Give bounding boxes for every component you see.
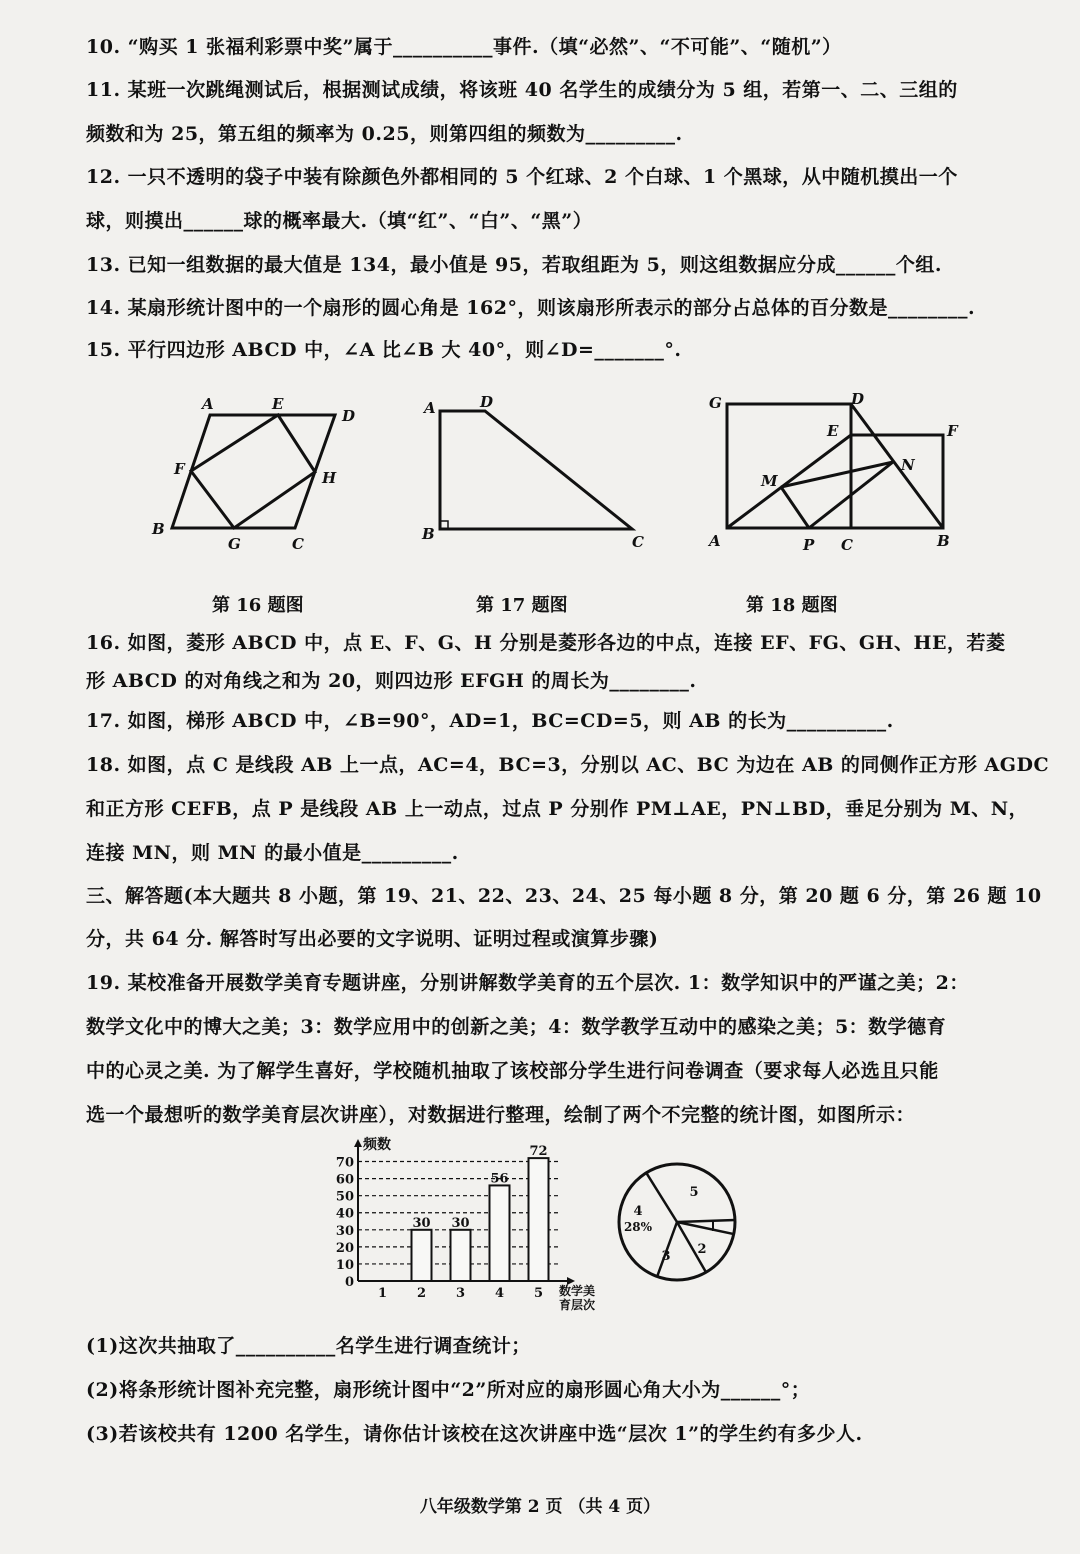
x-tick-label: 3	[455, 1286, 466, 1301]
label-b: B	[937, 532, 950, 550]
bar-value-label: 56	[490, 1171, 509, 1187]
q19-line-1: 19. 某校准备开展数学美育专题讲座，分别讲解数学美育的五个层次. 1：数学知识中的严谨之美；2：	[86, 972, 969, 994]
y-tick-label: 20	[335, 1240, 354, 1256]
label-c: C	[632, 533, 644, 551]
y-tick-label: 70	[335, 1155, 354, 1171]
y-tick-label: 40	[335, 1206, 354, 1222]
page-footer: 八年级数学第 2 页 （共 4 页）	[419, 1497, 661, 1517]
x-tick-label: 2	[416, 1286, 427, 1301]
bar-chart	[320, 1135, 610, 1325]
y-tick-label: 10	[335, 1257, 354, 1273]
label-n: N	[901, 456, 915, 474]
caption-17: 第 17 题图	[476, 595, 568, 616]
segment-bd	[851, 404, 943, 528]
label-f: F	[947, 422, 958, 440]
x-tick-label: 5	[533, 1286, 544, 1301]
label-d: D	[342, 407, 356, 425]
bar	[412, 1230, 432, 1281]
segment-ae	[727, 435, 851, 528]
pie-slice-label: 4	[633, 1204, 643, 1219]
label-c: C	[292, 535, 304, 553]
q12-line-1: 12. 一只不透明的袋子中装有除颜色外都相同的 5 个红球、2 个白球、1 个黑球，从中随机摸出一个	[86, 166, 958, 188]
label-m: M	[761, 472, 778, 490]
label-a: A	[424, 399, 436, 417]
label-f: F	[174, 460, 185, 478]
q19-part-1: (1)这次共抽取了__________名学生进行调查统计；	[86, 1335, 531, 1357]
y-axis-arrow	[354, 1139, 362, 1147]
figure-16	[150, 395, 370, 555]
caption-16: 第 16 题图	[212, 595, 304, 616]
section-3-line-1: 三、解答题(本大题共 8 小题，第 19、21、22、23、24、25 每小题 8 分，第 20 题 6 分，第 26 题 10	[86, 885, 1042, 907]
pie-slice-label: 2	[697, 1242, 707, 1257]
label-d: D	[851, 390, 865, 408]
y-axis-title: 频数	[363, 1137, 391, 1153]
y-tick-label: 30	[335, 1223, 354, 1239]
q16-line-1: 16. 如图，菱形 ABCD 中，点 E、F、G、H 分别是菱形各边的中点，连接 EF、FG、GH、HE，若菱	[86, 632, 1006, 654]
q17-line: 17. 如图，梯形 ABCD 中，∠B=90°，AD=1，BC=CD=5，则 AB 的长为__________.	[86, 710, 894, 732]
square-cefb	[851, 435, 943, 528]
pie-slice-percent: 28%	[623, 1220, 653, 1234]
bar	[490, 1185, 510, 1281]
x-axis-title-line-2: 育层次	[559, 1298, 596, 1312]
q19-part-3: (3)若该校共有 1200 名学生，请你估计该校在这次讲座中选“层次 1”的学生约有多少人.	[86, 1423, 863, 1445]
bar-value-label: 30	[451, 1215, 470, 1231]
y-tick-label: 50	[335, 1189, 354, 1205]
q19-line-2: 数学文化中的博大之美；3：数学应用中的创新之美；4：数学教学互动中的感染之美；5：数学德育	[86, 1016, 947, 1038]
pie-chart	[610, 1160, 750, 1300]
pie-divider	[677, 1222, 734, 1234]
label-g: G	[228, 535, 241, 553]
q13-line: 13. 已知一组数据的最大值是 134，最小值是 95，若取组距为 5，则这组数据应分成______个组.	[86, 254, 942, 276]
label-e: E	[827, 422, 839, 440]
pie-divider	[646, 1173, 677, 1222]
label-a: A	[202, 395, 214, 413]
pie-slice-label: 5	[689, 1185, 699, 1200]
label-h: H	[322, 469, 337, 487]
q18-line-3: 连接 MN，则 MN 的最小值是_________.	[86, 842, 459, 864]
bar-value-label: 30	[412, 1215, 431, 1231]
q12-line-2: 球，则摸出______球的概率最大.（填“红”、“白”、“黑”）	[86, 210, 593, 232]
bar	[529, 1158, 549, 1281]
q15-line: 15. 平行四边形 ABCD 中，∠A 比∠B 大 40°，则∠D=_______°.	[86, 339, 682, 361]
figure-18	[705, 390, 965, 555]
q11-line-1: 11. 某班一次跳绳测试后，根据测试成绩，将该班 40 名学生的成绩分为 5 组，若第一、二、三组的	[86, 79, 958, 101]
x-axis-title-line-1: 数学美	[559, 1284, 596, 1298]
label-g: G	[709, 394, 722, 412]
label-p: P	[803, 536, 815, 554]
pie-slice-label: 3	[661, 1249, 671, 1264]
q19-part-2: (2)将条形统计图补充完整，扇形统计图中“2”所对应的扇形圆心角大小为______°；	[86, 1379, 811, 1401]
q19-line-3: 中的心灵之美. 为了解学生喜好，学校随机抽取了该校部分学生进行问卷调查（要求每人必选且只能	[86, 1060, 939, 1082]
q16-line-2: 形 ABCD 的对角线之和为 20，则四边形 EFGH 的周长为________.	[86, 670, 697, 692]
label-b: B	[422, 525, 435, 543]
bar	[451, 1230, 471, 1281]
q10-line: 10. “购买 1 张福利彩票中奖”属于__________事件.（填“必然”、“不可能”、“随机”）	[86, 36, 842, 58]
pie-divider	[677, 1220, 735, 1222]
x-tick-label: 1	[377, 1286, 388, 1301]
q11-line-2: 频数和为 25，第五组的频率为 0.25，则第四组的频数为_________.	[86, 123, 683, 145]
segment-pm	[781, 487, 809, 528]
bar-value-label: 72	[529, 1144, 548, 1160]
y-tick-label: 60	[335, 1172, 354, 1188]
q19-line-4: 选一个最想听的数学美育层次讲座），对数据进行整理，绘制了两个不完整的统计图，如图所示：	[86, 1104, 916, 1126]
trapezoid-abcd	[440, 411, 632, 529]
label-a: A	[709, 532, 721, 550]
label-d: D	[480, 393, 494, 411]
q14-line: 14. 某扇形统计图中的一个扇形的圆心角是 162°，则该扇形所表示的部分占总体的百分数是________.	[86, 297, 976, 319]
quad-efgh	[191, 415, 315, 528]
caption-18: 第 18 题图	[746, 595, 838, 616]
label-c: C	[841, 536, 853, 554]
y-tick-label: 0	[344, 1275, 354, 1290]
x-tick-label: 4	[494, 1286, 505, 1301]
q18-line-1: 18. 如图，点 C 是线段 AB 上一点，AC=4，BC=3，分别以 AC、BC 为边在 AB 的同侧作正方形 AGDC	[86, 754, 1050, 776]
section-3-line-2: 分，共 64 分. 解答时写出必要的文字说明、证明过程或演算步骤)	[86, 928, 659, 950]
label-e: E	[272, 395, 284, 413]
q18-line-2: 和正方形 CEFB，点 P 是线段 AB 上一动点，过点 P 分别作 PM⊥AE，PN⊥BD，垂足分别为 M、N，	[86, 798, 1029, 820]
figure-17	[420, 395, 650, 555]
label-b: B	[152, 520, 165, 538]
